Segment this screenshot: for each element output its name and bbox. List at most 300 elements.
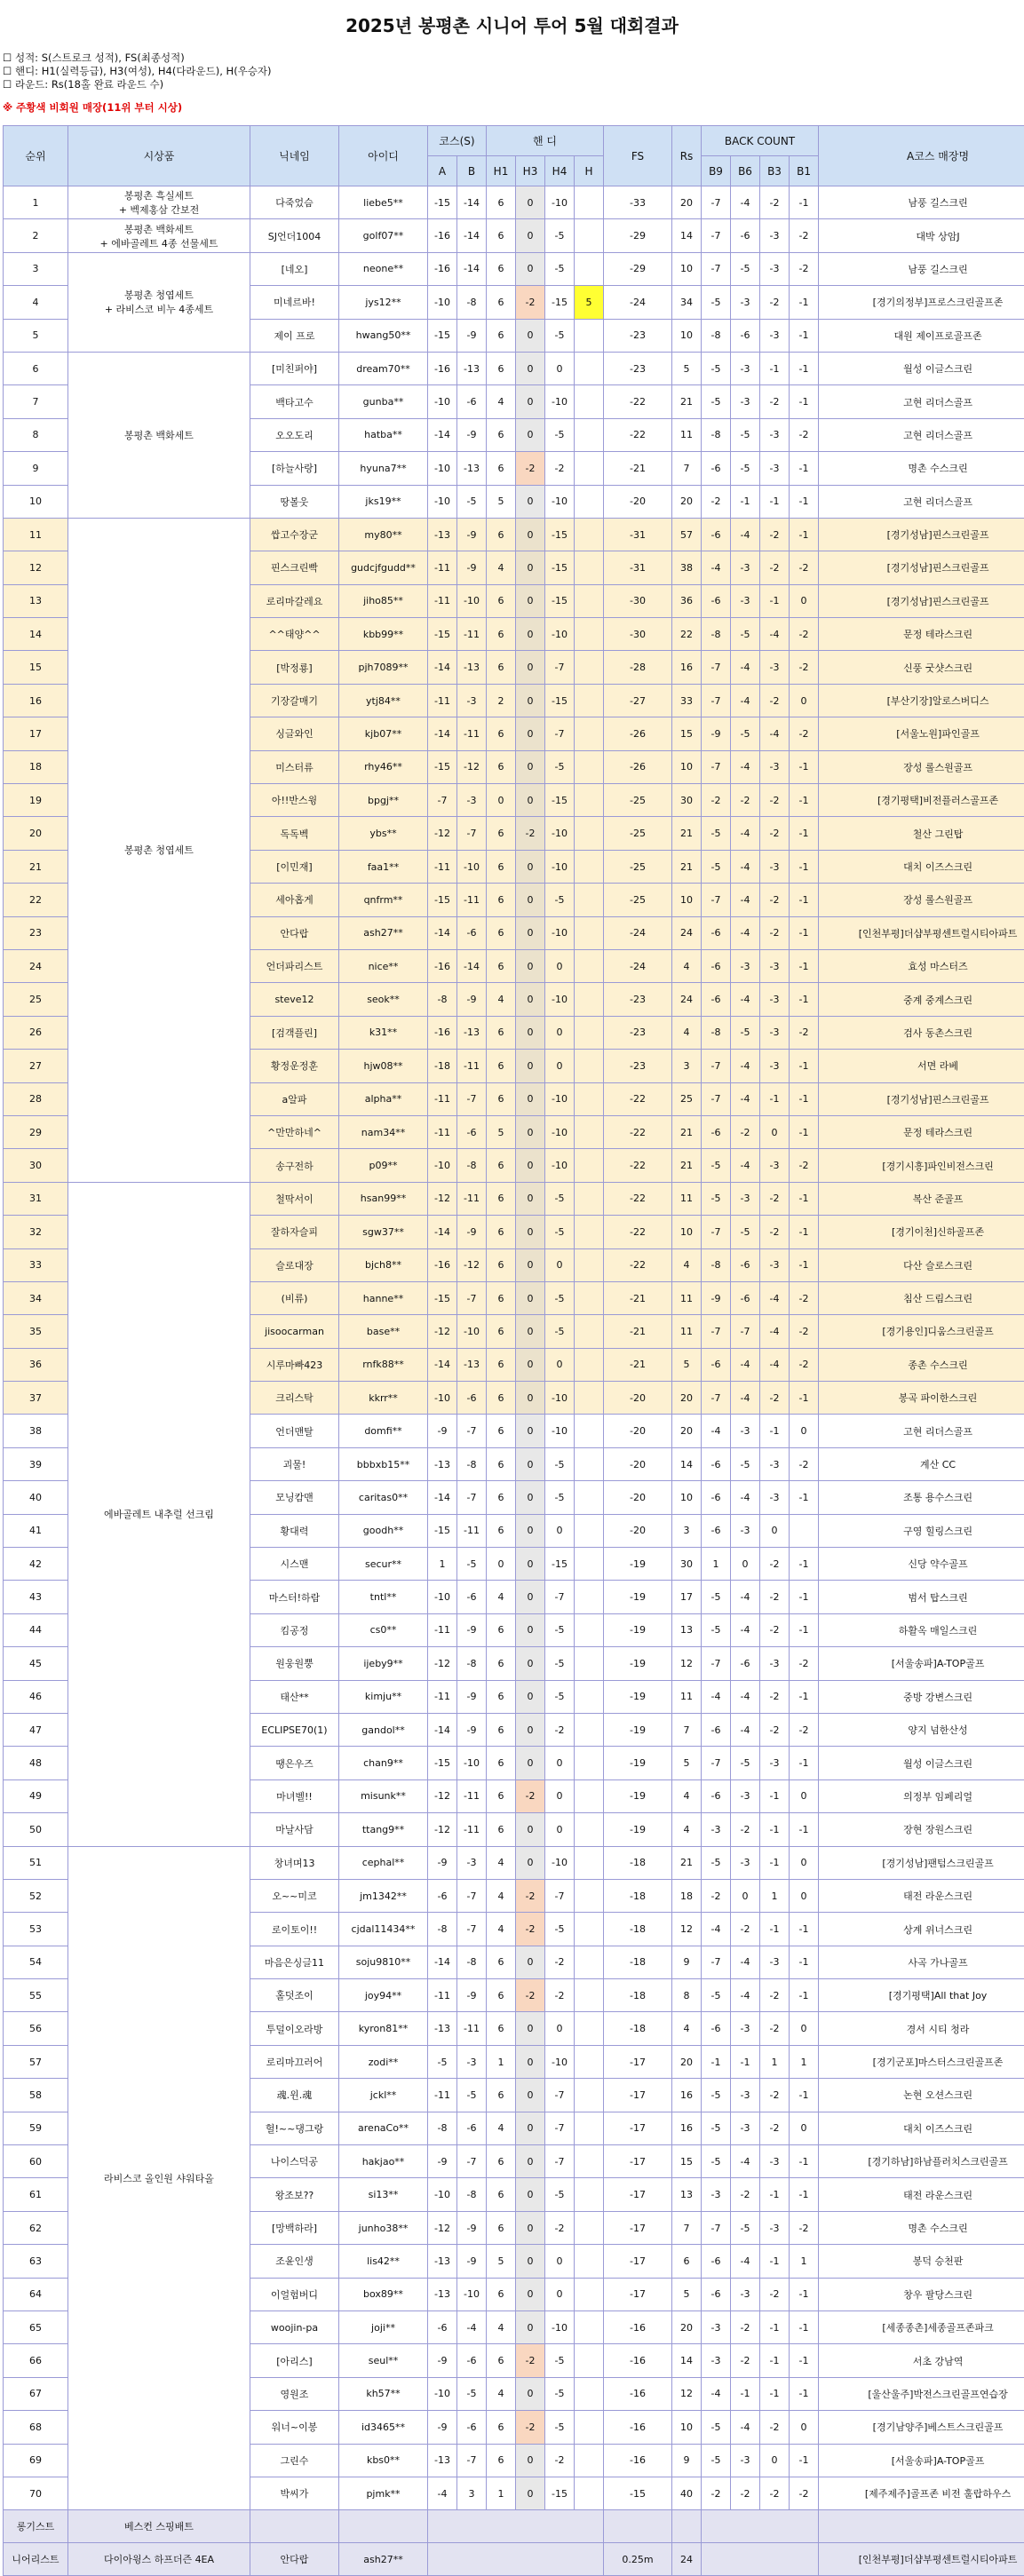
h3-cell: 0 [516,551,545,584]
h-cell [575,1879,604,1912]
nickname-cell: 로리마갈레요 [250,584,339,617]
fs-cell: -24 [604,286,672,319]
rs-cell: 57 [672,518,702,551]
b1-cell: -1 [790,2278,819,2310]
course-b-cell: -9 [457,983,487,1016]
h4-cell: -5 [545,1481,575,1514]
b6-cell: -3 [731,1846,760,1879]
b6-cell: -5 [731,252,760,285]
b3-cell: -3 [760,418,790,451]
user-id-cell: ytj84** [339,684,428,717]
course-a-cell: -11 [428,1115,457,1148]
nickname-cell: 로이토이!! [250,1913,339,1946]
b1-cell: -1 [790,385,819,418]
course-a-cell: -11 [428,684,457,717]
b6-cell: -2 [731,1813,760,1846]
h1-cell: 6 [487,2444,516,2477]
h3-cell: -2 [516,452,545,485]
store-cell: [경기성남]핀스크린골프 [819,518,1024,551]
h3-cell: 0 [516,252,545,285]
b3-cell: -3 [760,1016,790,1049]
b6-cell: -4 [731,651,760,684]
store-cell: 의정부 임페리얼 [819,1779,1024,1812]
h3-cell: 0 [516,418,545,451]
b6-cell: -4 [731,1082,760,1115]
course-b-cell: -9 [457,1680,487,1713]
rank-cell: 17 [4,717,68,750]
b3-cell: -3 [760,452,790,485]
h3-cell: 0 [516,684,545,717]
fs-cell: -21 [604,452,672,485]
b3-cell: -2 [760,2278,790,2310]
h4-cell: 0 [545,1779,575,1812]
h4-cell: 0 [545,1016,575,1049]
b3-cell: -1 [760,352,790,384]
table-row [4,518,1024,551]
b9-cell: -7 [702,1647,731,1680]
h3-cell: 0 [516,1481,545,1514]
h4-cell: -2 [545,1713,575,1746]
h3-cell: 0 [516,2178,545,2211]
fs-cell: -20 [604,1447,672,1480]
h-cell [575,1315,604,1348]
h3-cell: 0 [516,1747,545,1779]
store-cell: 복산 준골프 [819,1182,1024,1215]
course-a-cell: -11 [428,1680,457,1713]
h-cell [575,551,604,584]
b1-cell: -2 [790,2477,819,2509]
store-cell: [경기평택]비전플러스골프존 [819,784,1024,817]
course-b-cell: -11 [457,618,487,651]
h4-cell: -7 [545,2145,575,2178]
b3-cell: 0 [760,1115,790,1148]
b1-cell: -1 [790,983,819,1016]
store-cell: 신풍 굿샷스크린 [819,651,1024,684]
course-b-cell: -11 [457,884,487,916]
b3-cell: -3 [760,2211,790,2244]
h3-cell: 0 [516,916,545,949]
course-a-cell: -16 [428,219,457,252]
b3-cell: -1 [760,2377,790,2410]
course-b-cell: -9 [457,551,487,584]
h1-cell: 6 [487,1082,516,1115]
h3-cell: 0 [516,983,545,1016]
h-cell [575,1216,604,1248]
b1-cell: -1 [790,1050,819,1082]
b3-cell: -1 [760,2311,790,2344]
nickname-cell: 독독벡 [250,817,339,850]
h4-cell: -10 [545,1382,575,1415]
rs-cell: 5 [672,1348,702,1381]
rank-cell: 61 [4,2178,68,2211]
store-cell: 대치 이즈스크린 [819,850,1024,883]
fs-cell: -25 [604,784,672,817]
rs-cell: 36 [672,584,702,617]
b6-cell: -3 [731,2444,760,2477]
h4-cell: 0 [545,1747,575,1779]
user-id-cell: hsan99** [339,1182,428,1215]
h1-cell: 4 [487,1879,516,1912]
store-cell: 양지 넘한산성 [819,1713,1024,1746]
fs-cell: -29 [604,219,672,252]
course-b-cell: -13 [457,1348,487,1381]
h-cell [575,884,604,916]
rs-cell: 34 [672,286,702,319]
fs-cell: -28 [604,651,672,684]
nickname-cell: [박정룡] [250,651,339,684]
h4-cell: -5 [545,2178,575,2211]
h-cell [575,219,604,252]
h1-cell: 6 [487,186,516,219]
course-a-cell: 1 [428,1548,457,1581]
course-a-cell: -4 [428,2477,457,2509]
course-a-cell: -9 [428,2344,457,2377]
user-id-cell: gudcjfgudd** [339,551,428,584]
b1-cell: -1 [790,485,819,518]
fs-cell: -25 [604,884,672,916]
b9-cell: -8 [702,1016,731,1049]
course-b-cell: -3 [457,684,487,717]
h-cell [575,850,604,883]
nickname-cell: 오오도리 [250,418,339,451]
fs-cell: -20 [604,485,672,518]
b1-cell: -1 [790,1680,819,1713]
h4-cell: -5 [545,418,575,451]
b3-cell: -1 [760,2245,790,2278]
b9-cell: -6 [702,1115,731,1148]
nickname-cell: 황대력 [250,1514,339,1547]
h3-cell: 0 [516,1514,545,1547]
h-cell [575,452,604,485]
h4-cell: -10 [545,916,575,949]
h-cell [575,684,604,717]
nickname-cell: 마날사담 [250,1813,339,1846]
b9-cell: -5 [702,1979,731,2012]
rs-cell: 14 [672,219,702,252]
course-a-cell: -11 [428,2079,457,2112]
b3-cell: 0 [760,1514,790,1547]
rank-cell: 70 [4,2477,68,2509]
h4-cell: -5 [545,1647,575,1680]
h3-cell: 0 [516,1016,545,1049]
fs-cell: -26 [604,717,672,750]
h3-cell: 0 [516,1613,545,1646]
b3-cell: -2 [760,1548,790,1581]
h3-cell: 0 [516,2444,545,2477]
course-a-cell: -10 [428,2178,457,2211]
rank-cell: 29 [4,1115,68,1148]
b3-cell: -2 [760,551,790,584]
b1-cell: -1 [790,1813,819,1846]
b9-cell: -4 [702,1680,731,1713]
nickname-cell: 그린수 [250,2444,339,2477]
user-id-cell: alpha** [339,1082,428,1115]
b3-cell: -2 [760,1979,790,2012]
b1-cell: 0 [790,1779,819,1812]
nickname-cell: 투덜이오라방 [250,2012,339,2045]
b3-cell: -3 [760,983,790,1016]
results-table [3,125,1024,2576]
h4-cell: -10 [545,983,575,1016]
b9-cell: -8 [702,319,731,352]
rank-cell: 65 [4,2311,68,2344]
course-a-cell: -13 [428,2278,457,2310]
rank-cell: 12 [4,551,68,584]
nickname-cell: (비류) [250,1281,339,1314]
b1-cell: -1 [790,186,819,219]
fs-cell: -19 [604,1581,672,1613]
store-cell: 장성 롤스원골프 [819,884,1024,916]
b9-cell: 1 [702,1548,731,1581]
course-a-cell: -14 [428,1713,457,1746]
store-cell: [제주제주]골프존 비전 훌랍하우스 [819,2477,1024,2509]
b3-cell: -3 [760,319,790,352]
col-b1: B1 [790,156,819,186]
b1-cell: -2 [790,717,819,750]
fs-cell: -19 [604,1779,672,1812]
rank-cell: 50 [4,1813,68,1846]
b1-cell: 0 [790,2411,819,2444]
b3-cell: -1 [760,1913,790,1946]
b6-cell: -4 [731,1680,760,1713]
prize-cell: 라비스코 올인원 샤워타올 [68,1846,250,2510]
rs-cell: 21 [672,1846,702,1879]
store-cell: 태전 라운스크린 [819,2178,1024,2211]
fs-cell: -20 [604,1514,672,1547]
b6-cell: -4 [731,1581,760,1613]
fs-cell: -23 [604,1016,672,1049]
award-prize: 베스컨 스핑배트 [68,2510,250,2543]
rs-cell: 11 [672,1680,702,1713]
award-gap [702,2543,819,2576]
rank-cell: 7 [4,385,68,418]
course-b-cell: -6 [457,916,487,949]
nickname-cell: 헐!~~댕그랑 [250,2112,339,2144]
fs-cell: -19 [604,1813,672,1846]
h4-cell: 0 [545,1348,575,1381]
course-a-cell: -6 [428,2311,457,2344]
course-b-cell: -3 [457,2045,487,2078]
fs-cell: -18 [604,1846,672,1879]
course-b-cell: -8 [457,1647,487,1680]
b3-cell: -2 [760,2477,790,2509]
course-a-cell: -16 [428,1248,457,1281]
h-cell [575,2377,604,2410]
user-id-cell: bpgj** [339,784,428,817]
course-a-cell: -10 [428,1149,457,1182]
rs-cell: 21 [672,817,702,850]
nickname-cell: 창녀며13 [250,1846,339,1879]
col-b9: B9 [702,156,731,186]
course-a-cell: -12 [428,1182,457,1215]
course-b-cell: -12 [457,1248,487,1281]
b6-cell: -4 [731,684,760,717]
b9-cell: -4 [702,1415,731,1447]
user-id-cell: tntl** [339,1581,428,1613]
h-cell [575,1248,604,1281]
h1-cell: 0 [487,1548,516,1581]
b3-cell: -2 [760,884,790,916]
b3-cell: -2 [760,1182,790,1215]
h1-cell: 6 [487,717,516,750]
h1-cell: 6 [487,2211,516,2244]
b6-cell: -3 [731,2278,760,2310]
table-row [4,252,1024,285]
rank-cell: 25 [4,983,68,1016]
h3-cell: 0 [516,219,545,252]
nickname-cell: 나이스덕공 [250,2145,339,2178]
fs-cell: -25 [604,817,672,850]
course-b-cell: 3 [457,2477,487,2509]
course-b-cell: -9 [457,518,487,551]
rank-cell: 5 [4,319,68,352]
fs-cell: -21 [604,1281,672,1314]
b9-cell: -7 [702,186,731,219]
h-cell [575,1382,604,1415]
course-a-cell: -15 [428,884,457,916]
rs-cell: 21 [672,1149,702,1182]
b6-cell: 0 [731,1879,760,1912]
user-id-cell: hyuna7** [339,452,428,485]
rs-cell: 10 [672,1216,702,1248]
b6-cell: -6 [731,319,760,352]
h3-cell: 0 [516,1382,545,1415]
b3-cell: -3 [760,2145,790,2178]
b9-cell: -8 [702,418,731,451]
col-course: 코스(S) [428,126,487,156]
h1-cell: 6 [487,1182,516,1215]
col-store: A코스 매장명 [819,126,1024,186]
rs-cell: 12 [672,1913,702,1946]
h4-cell: -10 [545,850,575,883]
nickname-cell: 송구전하 [250,1149,339,1182]
b6-cell: -3 [731,1182,760,1215]
h4-cell: -5 [545,1315,575,1348]
b1-cell: -1 [790,750,819,783]
fs-cell: -16 [604,2377,672,2410]
course-a-cell: -11 [428,850,457,883]
b9-cell: -6 [702,518,731,551]
rank-cell: 24 [4,949,68,982]
rank-cell: 69 [4,2444,68,2477]
rs-cell: 16 [672,651,702,684]
h4-cell: -15 [545,551,575,584]
rs-cell: 9 [672,1946,702,1978]
b9-cell: -3 [702,2178,731,2211]
rank-cell: 20 [4,817,68,850]
user-id-cell: pjh7089** [339,651,428,684]
b9-cell: -3 [702,2311,731,2344]
user-id-cell: kkrr** [339,1382,428,1415]
h3-cell: 0 [516,884,545,916]
course-a-cell: -15 [428,618,457,651]
user-id-cell: nice** [339,949,428,982]
fs-cell: -18 [604,2012,672,2045]
rank-cell: 53 [4,1913,68,1946]
rs-cell: 40 [672,2477,702,2509]
b6-cell: -2 [731,2477,760,2509]
h4-cell: 0 [545,1813,575,1846]
nickname-cell: 미스터류 [250,750,339,783]
b3-cell: -1 [760,1813,790,1846]
h-cell [575,750,604,783]
b1-cell: -1 [790,286,819,319]
user-id-cell: chan9** [339,1747,428,1779]
store-cell: [경기시흥]파인비전스크린 [819,1149,1024,1182]
h-cell [575,1713,604,1746]
b3-cell: -3 [760,949,790,982]
b1-cell: 0 [790,2012,819,2045]
rank-cell: 18 [4,750,68,783]
nickname-cell: 마녀벨!! [250,1779,339,1812]
h1-cell: 6 [487,1779,516,1812]
nickname-cell: 세아홉게 [250,884,339,916]
rs-cell: 5 [672,2278,702,2310]
b9-cell: -6 [702,949,731,982]
course-b-cell: -3 [457,784,487,817]
nickname-cell: 시스맨 [250,1548,339,1581]
b6-cell: -4 [731,1713,760,1746]
course-b-cell: -7 [457,1415,487,1447]
b3-cell: -3 [760,1050,790,1082]
user-id-cell: faa1** [339,850,428,883]
course-b-cell: -9 [457,1979,487,2012]
h4-cell: 0 [545,949,575,982]
h-cell [575,1050,604,1082]
h-cell [575,518,604,551]
store-cell: [경기남양주]베스트스크린골프 [819,2411,1024,2444]
b3-cell: -3 [760,1647,790,1680]
h1-cell: 6 [487,1481,516,1514]
store-cell: [경기성남]핀스크린골프 [819,1082,1024,1115]
h4-cell: -2 [545,2211,575,2244]
h3-cell: 0 [516,750,545,783]
course-b-cell: -10 [457,2278,487,2310]
b3-cell: -4 [760,1281,790,1314]
h4-cell: -10 [545,186,575,219]
table-row [4,352,1024,384]
course-b-cell: -7 [457,1082,487,1115]
rs-cell: 20 [672,2045,702,2078]
h-cell [575,252,604,285]
b9-cell: -5 [702,2411,731,2444]
course-b-cell: -9 [457,1613,487,1646]
user-id-cell: p09** [339,1149,428,1182]
fs-cell: -23 [604,983,672,1016]
course-a-cell: -12 [428,2211,457,2244]
h-cell [575,1613,604,1646]
nickname-cell: [검객플린] [250,1016,339,1049]
course-b-cell: -11 [457,1779,487,1812]
b6-cell: -1 [731,485,760,518]
h1-cell: 4 [487,1581,516,1613]
rs-cell: 15 [672,2145,702,2178]
h1-cell: 6 [487,219,516,252]
store-cell: 봉곡 파이한스크린 [819,1382,1024,1415]
nickname-cell: 괴물! [250,1447,339,1480]
rank-cell: 2 [4,219,68,252]
rs-cell: 11 [672,418,702,451]
course-b-cell: -11 [457,717,487,750]
b3-cell: -3 [760,1149,790,1182]
rank-cell: 1 [4,186,68,219]
award-row [4,2543,1024,2576]
h4-cell: -5 [545,1913,575,1946]
store-cell: 하활옥 매일스크린 [819,1613,1024,1646]
results-body [4,186,1024,2510]
b9-cell: -7 [702,1050,731,1082]
h1-cell: 6 [487,1680,516,1713]
